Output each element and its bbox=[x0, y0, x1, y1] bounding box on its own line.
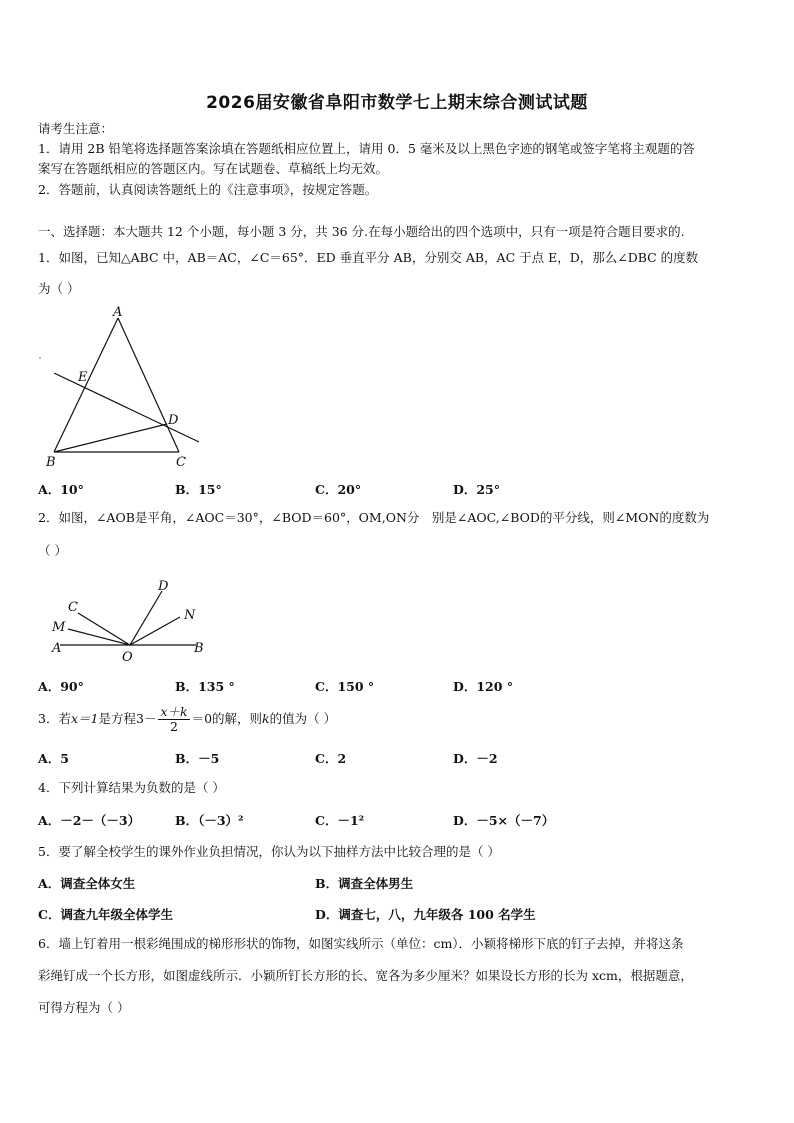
q4-option-a: A．－2－（－3） bbox=[38, 813, 141, 828]
q1-option-c: C．20° bbox=[315, 482, 362, 497]
label-c: C bbox=[176, 455, 186, 470]
q2-option-c: C．150 ° bbox=[315, 679, 375, 694]
q2-option-b: B．135 ° bbox=[175, 679, 235, 694]
q3-eq-post: ＝0 bbox=[191, 711, 213, 726]
notice-item-1-cont: 案写在答题纸相应的答题区内。写在试题卷、草稿纸上均无效。 bbox=[38, 161, 389, 176]
label-e: E bbox=[78, 370, 88, 385]
label-m: M bbox=[52, 620, 66, 635]
q3-option-d: D．－2 bbox=[453, 751, 498, 766]
q3-suffix-b: 的值为（ ） bbox=[269, 711, 337, 726]
q5-option-b: B．调查全体男生 bbox=[315, 876, 414, 891]
q3-fraction-numerator: x＋k bbox=[160, 704, 188, 719]
q2-text-cont: （ ） bbox=[38, 543, 67, 558]
section-heading: 一、选择题：本大题共 12 个小题，每小题 3 分，共 36 分.在每小题给出的四个选项中，只有一项是符合题目要求的. bbox=[38, 224, 685, 239]
side-ab bbox=[54, 318, 118, 452]
q1-triangle-figure bbox=[36, 300, 216, 472]
q6-text-cont-1: 彩绳钉成一个长方形，如图虚线所示．小颖所钉长方形的长、宽各为多少厘米？如果设长方形的长为 xcm，根据题意， bbox=[38, 968, 693, 983]
q5-option-d: D．调查七，八，九年级各 100 名学生 bbox=[315, 907, 536, 922]
q5-text: 5．要了解全校学生的课外作业负担情况，你认为以下抽样方法中比较合理的是（ ） bbox=[38, 844, 500, 859]
q5-option-a: A．调查全体女生 bbox=[38, 876, 136, 891]
notice-item-2: 2．答题前，认真阅读答题纸上的《注意事项》，按规定答题。 bbox=[38, 182, 378, 197]
q4-option-d: D．－5×（－7） bbox=[453, 813, 555, 828]
label-n: N bbox=[184, 608, 196, 623]
ray-oc bbox=[78, 613, 130, 645]
q3-fraction-denominator: 2 bbox=[170, 719, 178, 734]
notice-heading: 请考生注意： bbox=[38, 121, 114, 136]
q2-text: 2．如图，∠AOB是平角，∠AOC＝30°，∠BOD＝60°，OM,ON分 别是∠AOC,∠BOD的平分线，则∠MON的度数为 bbox=[38, 510, 710, 525]
q1-option-d: D．25° bbox=[453, 482, 500, 497]
q3-option-b: B．－5 bbox=[175, 751, 220, 766]
label-d: D bbox=[158, 579, 169, 594]
q3-solution: x＝1 bbox=[70, 711, 99, 726]
q3-prefix: 3．若 bbox=[38, 711, 71, 726]
label-o: O bbox=[122, 650, 133, 664]
q3-option-c: C．2 bbox=[315, 751, 347, 766]
q3-k: k bbox=[262, 711, 270, 726]
q1-option-a: A．10° bbox=[38, 482, 84, 497]
q3-fraction bbox=[158, 705, 189, 734]
q1-option-b: B．15° bbox=[175, 482, 222, 497]
exam-title: 2026届安徽省阜阳市数学七上期末综合测试试题 bbox=[206, 93, 588, 113]
q4-text: 4．下列计算结果为负数的是（ ） bbox=[38, 780, 225, 795]
q2-option-d: D．120 ° bbox=[453, 679, 514, 694]
q4-option-b: B．（－3）² bbox=[175, 813, 244, 828]
q1-text: 1．如图，已知△ABC 中，AB＝AC，∠C＝65°．ED 垂直平分 AB，分别交 AB，AC 于点 E，D，那么∠DBC 的度数 bbox=[38, 250, 699, 265]
ray-on bbox=[130, 617, 180, 645]
ray-od bbox=[130, 591, 162, 645]
side-ac bbox=[118, 318, 179, 452]
line-bd bbox=[54, 424, 167, 452]
point-stub bbox=[39, 357, 40, 358]
q3-text bbox=[38, 704, 336, 734]
q6-text: 6．墙上钉着用一根彩绳围成的梯形形状的饰物，如图实线所示（单位：cm）．小颖将梯形下底的钉子去掉，并将这条 bbox=[38, 936, 684, 951]
label-a: A bbox=[52, 641, 62, 656]
q6-text-cont-2: 可得方程为（ ） bbox=[38, 1000, 130, 1015]
label-b: B bbox=[194, 641, 204, 656]
label-a: A bbox=[113, 305, 123, 320]
notice-item-1: 1．请用 2B 铅笔将选择题答案涂填在答题纸相应位置上，请用 0．5 毫米及以上黑色字迹的钢笔或签字笔将主观题的答 bbox=[38, 141, 695, 156]
q3-option-a: A．5 bbox=[38, 751, 69, 766]
q4-option-c: C．－1² bbox=[315, 813, 365, 828]
label-c: C bbox=[68, 600, 78, 615]
q3-suffix-a: 的解，则 bbox=[212, 711, 263, 726]
q3-eq-pre: 3－ bbox=[135, 711, 157, 726]
q2-option-a: A．90° bbox=[38, 679, 84, 694]
label-d: D bbox=[168, 413, 179, 428]
ray-om bbox=[68, 629, 130, 645]
label-b: B bbox=[46, 455, 56, 470]
q3-mid: 是方程 bbox=[98, 711, 136, 726]
q1-text-cont: 为（ ） bbox=[38, 281, 80, 296]
q5-option-c: C．调查九年级全体学生 bbox=[38, 907, 173, 922]
q2-angle-figure bbox=[46, 572, 226, 664]
